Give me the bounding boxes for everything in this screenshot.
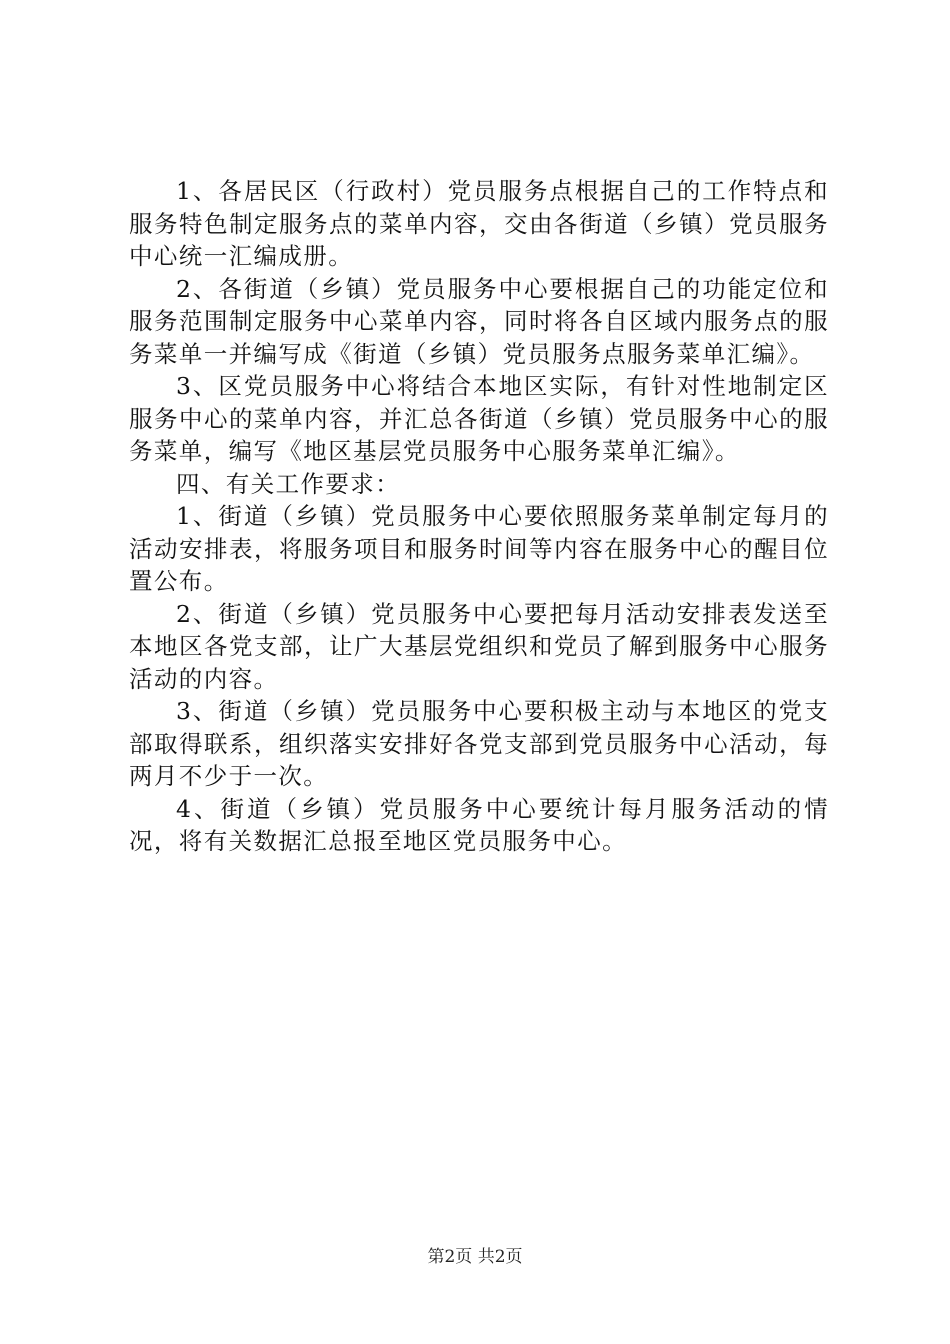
paragraph-item-3: 3、区党员服务中心将结合本地区实际，有针对性地制定区服务中心的菜单内容，并汇总各街道（乡镇）党员服务中心的服务菜单，编写《地区基层党员服务中心服务菜单汇编》。 [129,372,829,465]
document-body [129,175,829,858]
requirement-item-1: 1、街道（乡镇）党员服务中心要依照服务菜单制定每月的活动安排表，将服务项目和服务时间等内容在服务中心的醒目位置公布。 [129,502,829,595]
requirement-item-3: 3、街道（乡镇）党员服务中心要积极主动与本地区的党支部取得联系，组织落实安排好各党支部到党员服务中心活动，每两月不少于一次。 [129,697,829,790]
paragraph-item-1: 1、各居民区（行政村）党员服务点根据自己的工作特点和服务特色制定服务点的菜单内容，交由各街道（乡镇）党员服务中心统一汇编成册。 [129,177,829,270]
paragraph-item-2: 2、各街道（乡镇）党员服务中心要根据自己的功能定位和服务范围制定服务中心菜单内容，同时将各自区域内服务点的服务菜单一并编写成《街道（乡镇）党员服务点服务菜单汇编》。 [129,274,829,368]
page-footer: 第2页 共2页 [427,1247,523,1267]
requirement-item-4: 4、街道（乡镇）党员服务中心要统计每月服务活动的情况，将有关数据汇总报至地区党员服务中心。 [129,794,829,855]
section-heading-requirements: 四、有关工作要求： [176,469,401,498]
requirement-item-2: 2、街道（乡镇）党员服务中心要把每月活动安排表发送至本地区各党支部，让广大基层党组织和党员了解到服务中心服务活动的内容。 [129,599,829,693]
